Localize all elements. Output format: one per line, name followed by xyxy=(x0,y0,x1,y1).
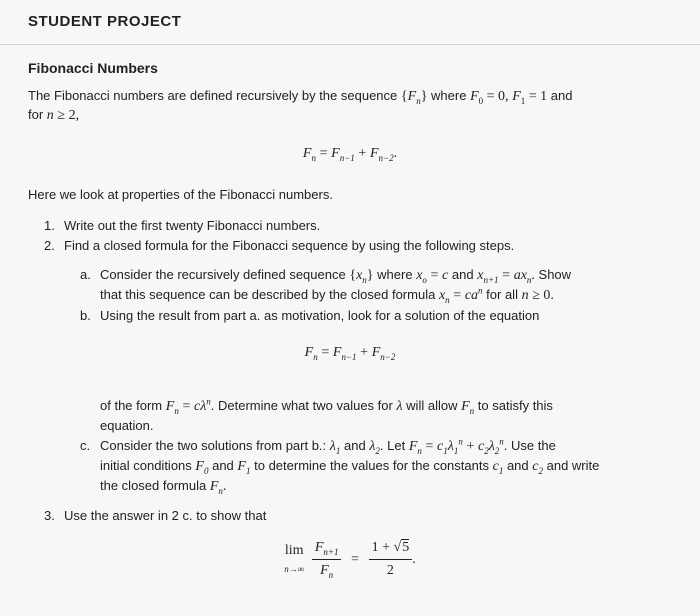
item-1-number: 1. xyxy=(44,218,55,233)
item-2-text: Find a closed formula for the Fibonacci sequence by using the following steps. xyxy=(64,238,515,253)
properties-line: Here we look at properties of the Fibonacci numbers. xyxy=(28,187,333,202)
section-title: Fibonacci Numbers xyxy=(28,60,158,76)
sub-c-line-1: Consider the two solutions from part b.: $\lambda_1$ and $\lambda_2$. Let $F_n = c_1\lambda_1^n + c_2\lambda_2^n$. Use the xyxy=(100,436,556,456)
limit-equation: lim n→∞ $\frac{F_{n+1}}{F_n}$ = $\frac{1 + √5}{2}$ . xyxy=(284,540,416,580)
sub-b-label: b. xyxy=(80,308,91,323)
sub-c-line-3: the closed formula $F_n$. xyxy=(100,478,227,496)
item-2-number: 2. xyxy=(44,238,55,253)
sub-a-line-2: that this sequence can be described by the closed formula $x_n = ca^n$ for all n ≥ 0. xyxy=(100,285,554,305)
content-panel xyxy=(0,45,700,616)
header-title: STUDENT PROJECT xyxy=(28,13,182,30)
limit-operator: lim n→∞ xyxy=(284,542,305,574)
sub-c-label: c. xyxy=(80,438,91,453)
limit-ratio: $\frac{F_{n+1}}{F_n}$ xyxy=(312,538,342,581)
sub-b-line-3: equation. xyxy=(100,418,154,433)
golden-ratio: $\frac{1 + √5}{2}$ xyxy=(369,538,413,581)
item-1-text: Write out the first twenty Fibonacci numbers. xyxy=(64,218,321,233)
sub-a-line-1: Consider the recursively defined sequence $\{x_n\}$ where $x_o = c$ and $x_{n+1} = ax_n$. Show xyxy=(100,267,572,285)
header-bar xyxy=(0,0,700,45)
intro-line-1: The Fibonacci numbers are defined recursively by the sequence $\{F_n\}$ where $F_0 = 0$, $F_1 = 1$ and xyxy=(28,88,573,106)
recurrence-equation: $F_n = F_{n-1} + F_{n-2}$. xyxy=(302,146,398,163)
sub-b-line-2: of the form $F_n = c\lambda^n$. Determine what two values for λ will allow $F_n$ to satisfy this xyxy=(100,396,553,416)
item-3-number: 3. xyxy=(44,508,55,523)
item-3-text: Use the answer in 2 c. to show that xyxy=(64,508,267,523)
sub-b-line-1: Using the result from part a. as motivation, look for a solution of the equation xyxy=(100,308,540,323)
intro-line-2: for n ≥ 2, xyxy=(28,107,80,123)
sub-a-label: a. xyxy=(80,267,91,282)
sub-c-line-2: initial conditions $F_0$ and $F_1$ to determine the values for the constants $c_1$ and $c_2$ and write xyxy=(100,458,600,476)
sub-b-equation: $F_n = F_{n-1} + F_{n-2}$ xyxy=(304,345,396,362)
